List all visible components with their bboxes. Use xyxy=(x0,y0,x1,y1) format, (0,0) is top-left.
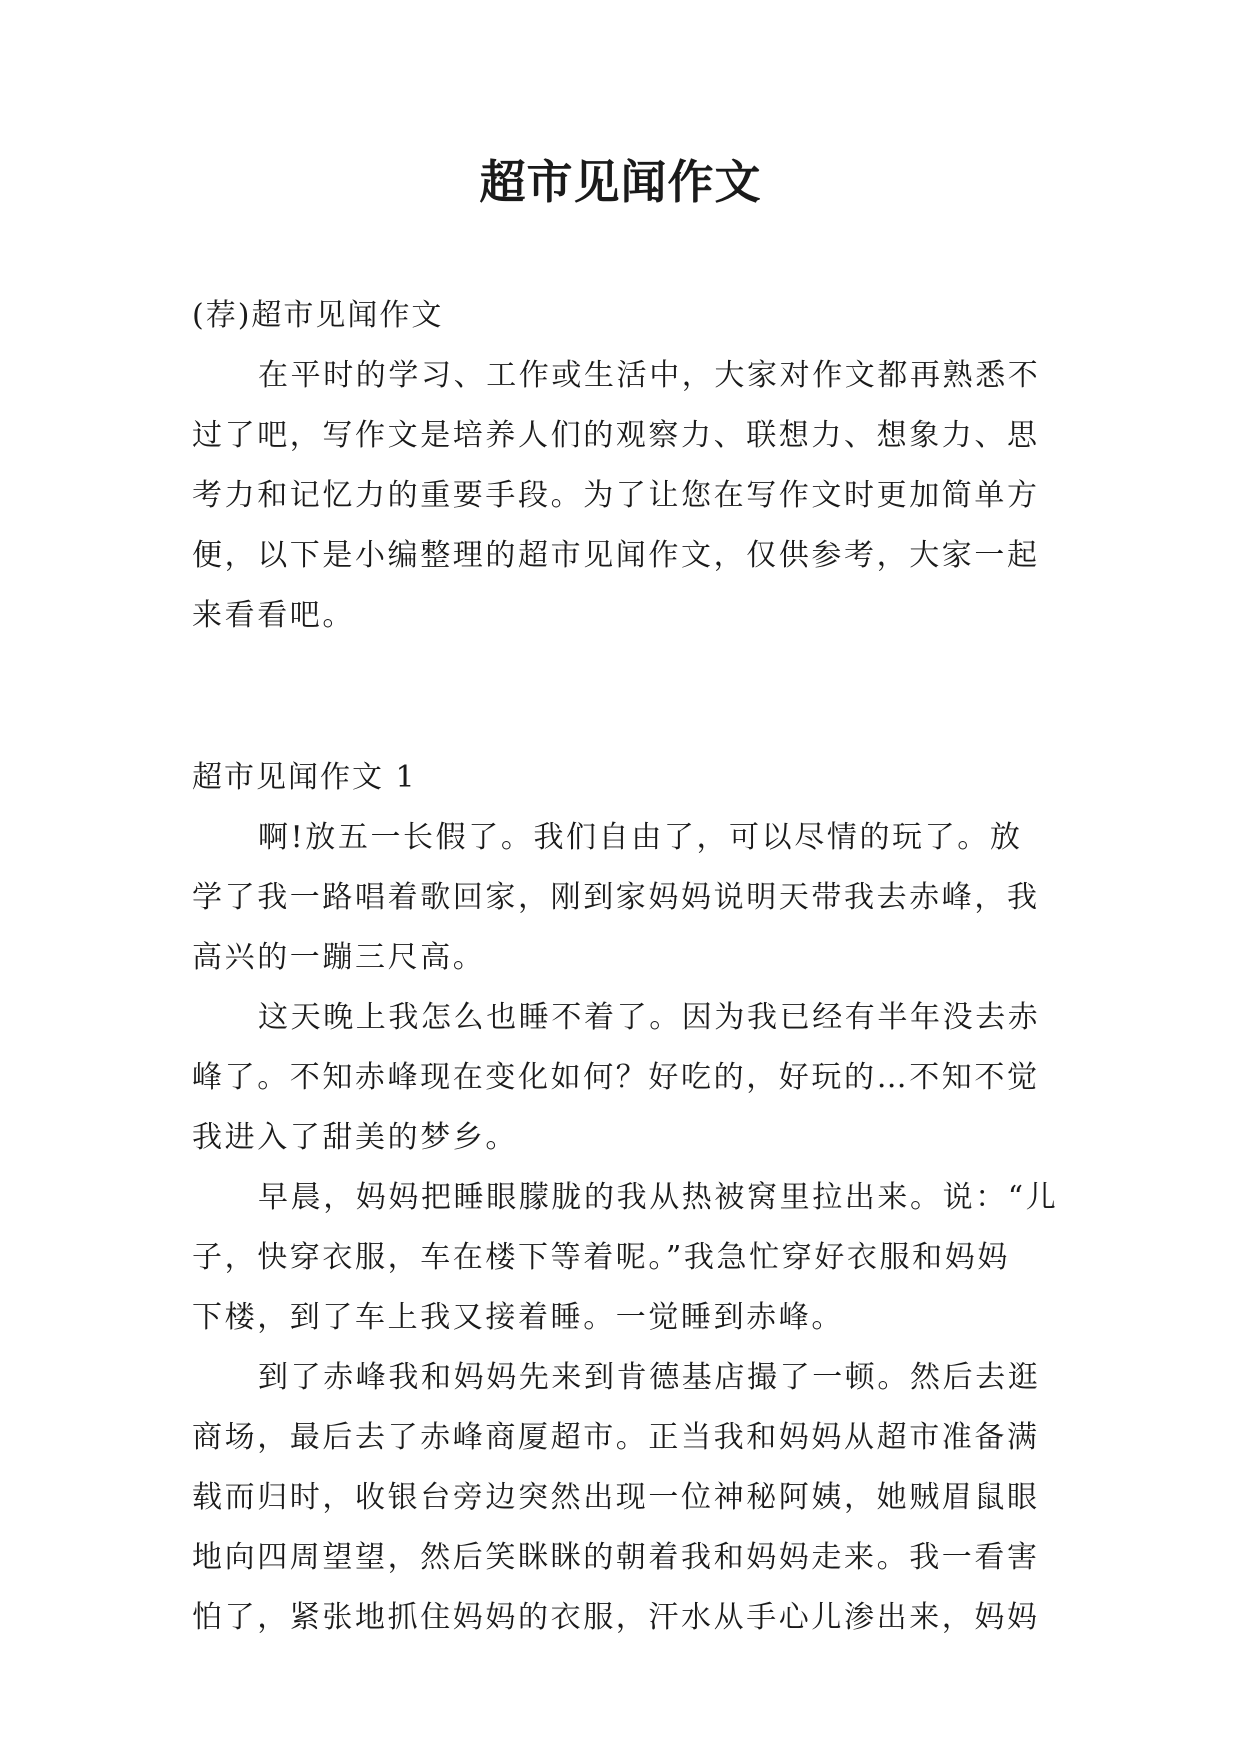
text-line: 载而归时，收银台旁边突然出现一位神秘阿姨，她贼眉鼠眼 xyxy=(192,1480,1040,1515)
text-line: 在平时的学习、工作或生活中，大家对作文都再熟悉不 xyxy=(258,358,1041,393)
text-line: 峰了。不知赤峰现在变化如何？好吃的，好玩的…不知不觉 xyxy=(192,1060,1040,1095)
text-line: 啊!放五一长假了。我们自由了，可以尽情的玩了。放 xyxy=(258,820,1023,855)
essay-paragraph xyxy=(192,1168,1058,1348)
essay-paragraph xyxy=(192,808,1058,988)
section-spacer xyxy=(192,646,1058,748)
text-line: 下楼，到了车上我又接着睡。一觉睡到赤峰。 xyxy=(192,1300,844,1335)
text-line: 考力和记忆力的重要手段。为了让您在写作文时更加简单方 xyxy=(192,478,1040,513)
text-line: 过了吧，写作文是培养人们的观察力、联想力、想象力、思 xyxy=(192,418,1040,453)
text-line: 怕了，紧张地抓住妈妈的衣服，汗水从手心儿渗出来，妈妈 xyxy=(192,1600,1040,1635)
intro-label: (荐)超市见闻作文 xyxy=(192,298,444,333)
text-line: 到了赤峰我和妈妈先来到肯德基店撮了一顿。然后去逛 xyxy=(258,1360,1041,1395)
document-body xyxy=(192,286,1058,1648)
intro-paragraph xyxy=(192,346,1058,646)
essay-paragraph xyxy=(192,1348,1058,1648)
text-line: 来看看吧。 xyxy=(192,598,355,633)
text-line: 学了我一路唱着歌回家，刚到家妈妈说明天带我去赤峰，我 xyxy=(192,880,1040,915)
document-title: 超市见闻作文 xyxy=(479,155,762,209)
text-line: 便，以下是小编整理的超市见闻作文，仅供参考，大家一起 xyxy=(192,538,1040,573)
text-line: 子，快穿衣服，车在楼下等着呢。”我急忙穿好衣服和妈妈 xyxy=(192,1240,1010,1275)
essay-paragraph xyxy=(192,988,1058,1168)
text-line: 我进入了甜美的梦乡。 xyxy=(192,1120,518,1155)
text-line: 高兴的一蹦三尺高。 xyxy=(192,940,486,975)
text-line: 这天晚上我怎么也睡不着了。因为我已经有半年没去赤 xyxy=(258,1000,1041,1035)
text-line: 地向四周望望，然后笑眯眯的朝着我和妈妈走来。我一看害 xyxy=(192,1540,1040,1575)
text-line: 早晨，妈妈把睡眼朦胧的我从热被窝里拉出来。说：“儿 xyxy=(258,1180,1059,1215)
section-heading: 超市见闻作文 1 xyxy=(192,760,417,795)
text-line: 商场，最后去了赤峰商厦超市。正当我和妈妈从超市准备满 xyxy=(192,1420,1040,1455)
